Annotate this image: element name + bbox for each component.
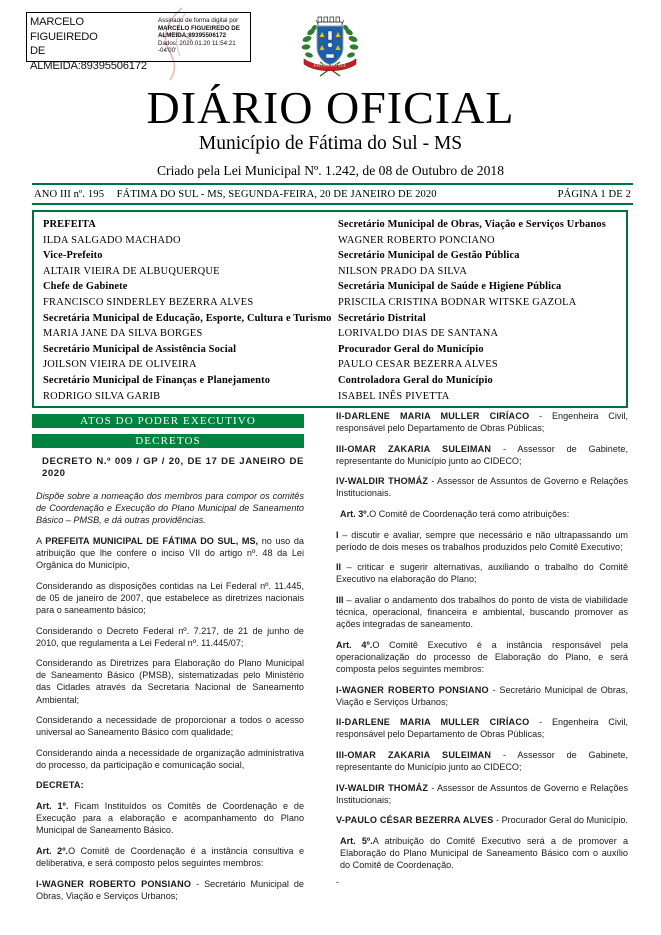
item-numeral: II (336, 562, 342, 573)
official-name: FRANCISCO SINDERLEY BEZERRA ALVES (43, 296, 254, 308)
executivo-member (336, 684, 628, 708)
article-5 (336, 835, 628, 871)
signature-subject-line-3: ALMEIDA:89395506172 (30, 59, 147, 72)
signature-details (155, 13, 250, 61)
considerando-item: Considerando a necessidade de proporcionar a todos o acesso universal ao Saneamento Básico com qualidade; (36, 715, 304, 738)
official-name: WAGNER ROBERTO PONCIANO (338, 234, 495, 246)
article-1 (36, 800, 304, 836)
official-name: ISABEL INÊS PIVETTA (338, 390, 450, 402)
official-role: Secretária Municipal de Educação, Esporte, Cultura e Turismo (43, 312, 332, 324)
member-label: IV-WALDIR THOMÁZ (336, 782, 429, 793)
decreta-label: DECRETA: (36, 780, 84, 791)
member-desc: - Assessor de Assuntos de Governo e Relações Institucionais; (336, 782, 628, 805)
article-1-label: Art. 1º. (36, 801, 69, 812)
member-label: I-WAGNER ROBERTO PONSIANO (36, 878, 192, 889)
officials-column-right (332, 217, 626, 406)
article-3-item (336, 529, 628, 553)
official-role: Secretário Municipal de Assistência Social (43, 343, 237, 355)
page-title: DIÁRIO OFICIAL (146, 82, 515, 133)
member-desc: - Procurador Geral do Município. (496, 815, 628, 826)
signature-detail-date: Dados: 2020.01.20 11:54:21 -04'00' (158, 39, 236, 55)
preamble-rest: no uso da atribuição que lhe confere o inciso VII do artigo nº. 48 da Lei Orgânica do Município, (36, 535, 304, 571)
official-name: ILDA SALGADO MACHADO (43, 234, 181, 246)
article-5-text: A atribuição do Comitê Executivo será a de promover a Elaboração do Plano Municipal de Saneamento Básico com o auxílio do Comitê de Coordenação. (340, 835, 629, 871)
edition-page-number: PÁGINA 1 DE 2 (557, 188, 631, 200)
decree-ementa: Dispõe sobre a nomeação dos membros para compor os comitês de Coordenação e Execução do Plano Municipal de Saneamento Básico – PMSB, e dá outras providências. (36, 491, 304, 526)
official-name: NILSON PRADO DA SILVA (338, 265, 468, 277)
item-numeral: I (336, 529, 339, 540)
column-left (36, 456, 304, 910)
article-4 (336, 639, 628, 675)
masthead-law-line: Criado pela Lei Municipal Nº. 1.242, de 08 de Outubro de 2018 (156, 163, 504, 178)
column-right (336, 410, 628, 897)
official-name: JOILSON VIEIRA DE OLIVEIRA (43, 359, 197, 371)
official-role: PREFEITA (43, 219, 96, 230)
article-3-item (336, 594, 628, 630)
signature-subject-line-2: DE (30, 45, 46, 57)
member-desc: - Secretário Municipal de Obras, Viação e Serviços Urbanos; (36, 878, 304, 901)
article-4-text: O Comitê Executivo é a instância responsável pela operacionalização do processo de Elaboração do Plano, e será composta pelos seguintes membros: (336, 639, 628, 674)
article-3 (336, 508, 628, 520)
section-banner-atos: ATOS DO PODER EXECUTIVO (32, 414, 304, 428)
member-desc: - Assessor de Gabinete, representante do Município junto ao CIDECO; (336, 749, 628, 773)
official-role: Procurador Geral do Município (338, 343, 484, 355)
edition-place-date: FÁTIMA DO SUL - MS, SEGUNDA-FEIRA, 20 DE JANEIRO DE 2020 (116, 188, 437, 200)
executivo-member (336, 716, 628, 740)
signature-subject-line-1: MARCELO FIGUEIREDO (30, 16, 98, 43)
member-desc: - Assessor de Gabinete, representante do Município junto ao CIDECO; (336, 443, 628, 466)
decree-preamble (36, 535, 304, 571)
officials-column-left (34, 217, 332, 406)
official-name: RODRIGO SILVA GARIB (43, 390, 161, 402)
crest-ribbon-text: FATIMA DO SUL (313, 62, 347, 68)
executivo-member (336, 749, 628, 773)
signature-subject (27, 13, 155, 72)
digital-signature-stamp (26, 12, 251, 72)
masthead (0, 83, 661, 181)
edition-left-group (34, 189, 437, 200)
member-label: II-DARLENE MARIA MULLER CIRÍACO (336, 411, 530, 421)
official-name: LORIVALDO DIAS DE SANTANA (338, 328, 499, 340)
item-text: – discutir e avaliar, sempre que necessário e não ultrapassando um período de dois meses os trabalhos produzidos pelo Comitê Executivo; (336, 529, 628, 552)
official-name: PAULO CESAR BEZERRA ALVES (338, 359, 498, 371)
edition-year-number: ANO III nº. 195 (34, 188, 105, 200)
officials-box (32, 210, 628, 408)
member-desc: - Engenheira Civil, responsável pelo Departamento de Obras Públicas; (336, 717, 628, 740)
article-1-text: Ficam Instituídos os Comitês de Coordenação e de Execução para a elaboração e acompanhamento do Plano Municipal de Saneamento Básico. (36, 801, 304, 836)
article-3-label: Art. 3º. (340, 509, 370, 520)
member-desc: - Secretário Municipal de Obras, Viação e Serviços Urbanos; (336, 684, 629, 707)
article-3-item (336, 561, 628, 585)
official-role: Vice-Prefeito (43, 250, 103, 262)
member-label: V-PAULO CÉSAR BEZERRA ALVES (336, 815, 494, 826)
crest-crown (316, 17, 344, 26)
member-label: II-DARLENE MARIA MULLER CIRÍACO (336, 717, 530, 728)
member-label: IV-WALDIR THOMÁZ (336, 476, 429, 487)
official-name: ALTAIR VIEIRA DE ALBUQUERQUE (43, 265, 220, 277)
preamble-lead: A (36, 535, 42, 546)
member-desc: - Engenheira Civil, responsável pelo Departamento de Obras Públicas; (336, 411, 628, 434)
item-text: – avaliar o andamento dos trabalhos do ponto de vista de viabilidade técnica, operacional, financeira e ambiental, buscando promover as ações integradas de saneamento. (336, 595, 629, 630)
coordenacao-member (336, 410, 628, 434)
member-label: I-WAGNER ROBERTO PONSIANO (336, 684, 489, 695)
official-role: Secretário Distrital (338, 312, 426, 324)
article-3-text: O Comitê de Coordenação terá como atribuições: (369, 509, 570, 520)
edition-bar (32, 183, 633, 205)
crest-shield (317, 26, 343, 65)
executivo-member (336, 814, 628, 826)
coordenacao-member (36, 878, 304, 902)
official-name: PRISCILA CRISTINA BODNAR WITSKE GAZOLA (338, 296, 577, 308)
considerando-item: Considerando o Decreto Federal nº. 7.217, de 21 de junho de 2010, que regulamenta a Lei Federal nº. 11.445/07; (36, 625, 304, 648)
coordenacao-member (336, 475, 628, 499)
article-2-text: O Comitê de Coordenação é a instância consultiva e deliberativa, e será composto pelos seguintes membros: (36, 845, 305, 868)
considerando-item: Considerando ainda a necessidade de organização administrativa do processo, da participação e comunicação social, (36, 747, 304, 770)
official-role: Secretário Municipal de Gestão Pública (338, 250, 520, 262)
official-role: Secretário Municipal de Obras, Viação e Serviços Urbanos (338, 219, 606, 230)
signature-detail-intro: Assinado de forma digital por (158, 17, 239, 24)
decree-heading: DECRETO N.º 009 / GP / 20, DE 17 DE JANEIRO DE 2020 (42, 456, 304, 480)
signature-detail-name-1: MARCELO FIGUEIREDO DE (158, 24, 240, 32)
member-label: III-OMAR ZAKARIA SULEIMAN (336, 749, 492, 760)
considerando-item: Considerando as disposições contidas na Lei Federal nº. 11.445, de 05 de janeiro de 2007, que estabelece as diretrizes nacionais para o saneamento básico; (36, 580, 304, 615)
article-4-label: Art. 4º. (336, 639, 373, 650)
coordenacao-member (336, 443, 628, 467)
official-role: Chefe de Gabinete (43, 281, 128, 293)
official-role: Controladora Geral do Município (338, 374, 493, 386)
masthead-subtitle: Município de Fátima do Sul - MS (198, 133, 463, 154)
item-text: – criticar e sugerir alternativas, auxiliando o trabalho do Comitê Executivo na elaboração do Plano; (336, 562, 628, 585)
official-role: Secretário Municipal de Finanças e Planejamento (43, 374, 271, 386)
member-label: III-OMAR ZAKARIA SULEIMAN (336, 443, 492, 454)
coat-of-arms-icon (296, 12, 364, 82)
preamble-authority: PREFEITA MUNICIPAL DE FÁTIMA DO SUL, MS, (45, 535, 259, 546)
signature-detail-name-2: ALMEIDA:89395506172 (158, 32, 227, 40)
article-5-label: Art. 5º. (340, 835, 373, 846)
member-desc: - Assessor de Assuntos de Governo e Relações Institucionais. (336, 476, 628, 499)
section-banner-decretos: DECRETOS (32, 434, 304, 448)
executivo-member (336, 782, 628, 806)
item-numeral: III (336, 595, 344, 606)
considerando-item: Considerando as Diretrizes para Elaboração do Plano Municipal de Saneamento Básico (PMSB), sistematizadas pelo Ministério das Cidades através da Secretaria Nacional de Saneamento Ambiental; (36, 658, 304, 705)
official-name: MARIA JANE DA SILVA BORGES (43, 328, 203, 340)
trailing-dash: - (336, 877, 340, 888)
article-2 (36, 845, 304, 869)
official-role: Secretária Municipal de Saúde e Higiene Pública (338, 281, 562, 293)
article-2-label: Art. 2º. (36, 845, 69, 856)
